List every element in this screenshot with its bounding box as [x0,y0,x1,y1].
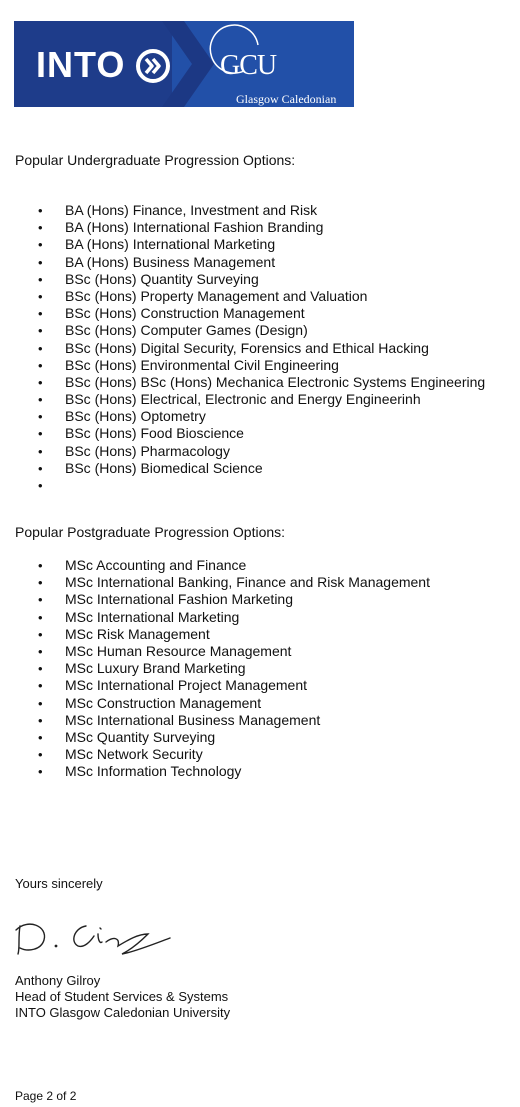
list-item-text: BSc (Hons) Quantity Surveying [65,270,259,287]
bullet: • [38,443,43,459]
list-item-text: MSc Quantity Surveying [65,728,216,745]
bullet: • [38,478,43,493]
postgraduate-list [0,557,430,780]
bullet: • [38,609,43,625]
list-item [0,477,485,494]
list-item-text: MSc Accounting and Finance [65,557,247,573]
list-item-text: MSc Luxury Brand Marketing [65,660,246,677]
page-number: Page 2 of 2 [15,1089,77,1103]
signature-image [14,912,174,962]
list-item [0,408,485,425]
list-item-text: MSc Information Technology [65,763,242,780]
into-chevron-icon [136,49,170,83]
bullet: • [38,712,43,728]
bullet: • [38,695,43,711]
bullet: • [38,271,43,287]
bullet: • [38,220,43,236]
list-item-text: MSc Risk Management [65,625,210,642]
bullet: • [38,409,43,425]
signatory-name: Anthony Gilroy [15,973,101,988]
list-item [0,340,485,357]
list-item [0,660,430,677]
list-item-text: BSc (Hons) Pharmacology [65,442,230,459]
bullet: • [38,747,43,763]
list-item [0,626,430,643]
bullet: • [38,558,43,573]
closing-salutation: Yours sincerely [15,876,103,891]
list-item-text: BSc (Hons) Biomedical Science [65,459,263,476]
signatory-organisation: INTO Glasgow Caledonian University [15,1005,231,1020]
list-item-text: BA (Hons) Finance, Investment and Risk [65,202,318,218]
list-item [0,763,430,780]
list-item [0,574,430,591]
list-item [0,236,485,253]
bullet: • [38,661,43,677]
bullet: • [38,764,43,780]
bullet: • [38,678,43,694]
bullet: • [38,575,43,591]
list-item [0,219,485,236]
list-item-text: MSc International Business Management [65,711,321,728]
list-item [0,391,485,408]
bullet: • [38,323,43,339]
list-item [0,202,485,219]
bullet: • [38,592,43,608]
list-item-text: MSc International Fashion Marketing [65,591,293,608]
list-item-text: BSc (Hons) Digital Security, Forensics and Ethical Hacking [65,339,429,356]
undergraduate-list [0,202,485,494]
postgraduate-heading: Popular Postgraduate Progression Options: [15,524,286,540]
list-item [0,712,430,729]
into-logo-text: INTO [36,44,126,85]
list-item [0,460,485,477]
bullet: • [38,374,43,390]
list-item [0,643,430,660]
list-item-text: BSc (Hons) Computer Games (Design) [65,322,308,339]
bullet: • [38,340,43,356]
list-item-text: MSc Human Resource Management [65,642,292,659]
bullet: • [38,460,43,476]
list-item-text: BSc (Hons) Optometry [65,408,206,425]
list-item [0,254,485,271]
list-item [0,609,430,626]
list-item-text: BSc (Hons) Food Bioscience [65,425,244,442]
list-item-text: MSc International Banking, Finance and Risk Management [65,574,430,591]
list-item-text: MSc Construction Management [65,694,262,711]
list-item-text: BA (Hons) International Marketing [65,236,276,253]
bullet: • [38,288,43,304]
list-item [0,288,485,305]
bullet: • [38,203,43,218]
undergraduate-heading: Popular Undergraduate Progression Options: [15,152,296,168]
list-item-text: BA (Hons) International Fashion Branding [65,219,324,236]
list-item [0,443,485,460]
list-item [0,322,485,339]
list-item-text: MSc International Marketing [65,608,240,625]
list-item [0,746,430,763]
list-item [0,591,430,608]
list-item-text: BA (Hons) Business Management [65,253,276,270]
header-logo-banner [14,21,354,118]
bullet: • [38,426,43,442]
list-item-text: MSc International Project Management [65,677,308,694]
bullet: • [38,237,43,253]
bullet: • [38,254,43,270]
bullet: • [38,392,43,408]
list-item-text: BSc (Hons) Construction Management [65,305,305,322]
list-item-text: MSc Network Security [65,746,203,763]
list-item-text: BSc (Hons) BSc (Hons) Mechanica Electronic Systems Engineering [65,373,486,390]
signatory-title: Head of Student Services & Systems [15,989,229,1004]
bullet: • [38,306,43,322]
list-item-text: BSc (Hons) Electrical, Electronic and Energy Engineerinh [65,391,421,408]
list-item [0,695,430,712]
list-item [0,271,485,288]
bullet: • [38,729,43,745]
list-item [0,557,430,574]
bullet: • [38,643,43,659]
list-item [0,729,430,746]
list-item [0,677,430,694]
gcu-logo-name-line2: University [247,104,298,118]
bullet: • [38,626,43,642]
gcu-logo-name-line1: Glasgow Caledonian [236,92,337,106]
bullet: • [38,357,43,373]
list-item-text: BSc (Hons) Property Management and Valuation [65,287,368,304]
list-item-text: BSc (Hons) Environmental Civil Engineering [65,356,339,373]
list-item [0,374,485,391]
list-item [0,425,485,442]
gcu-logo-letters: GCU [220,50,277,81]
list-item [0,357,485,374]
list-item [0,305,485,322]
